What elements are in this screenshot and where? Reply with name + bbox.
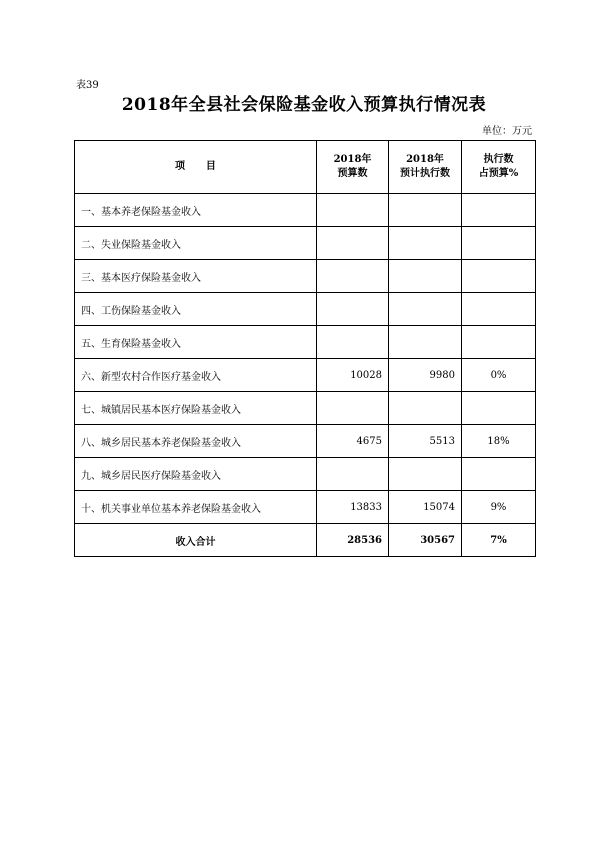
header-item: 项 目 (75, 141, 317, 194)
cell-exec (389, 326, 462, 359)
cell-exec (389, 392, 462, 425)
table-row (75, 359, 536, 392)
table-row (75, 260, 536, 293)
cell-budget (317, 260, 389, 293)
header-budget (317, 141, 389, 194)
cell-item: 九、城乡居民医疗保险基金收入 (75, 458, 317, 491)
cell-pct: 0% (462, 359, 536, 392)
unit-label: 单位：万元 (482, 126, 532, 137)
cell-item: 一、基本养老保险基金收入 (75, 194, 317, 227)
total-budget: 28536 (317, 524, 389, 557)
table-row (75, 227, 536, 260)
cell-pct (462, 293, 536, 326)
header-exec-line1: 2018年 (406, 154, 444, 165)
header-exec (389, 141, 462, 194)
cell-budget: 4675 (317, 425, 389, 458)
cell-budget (317, 458, 389, 491)
table-row (75, 293, 536, 326)
revenue-table (74, 140, 536, 557)
header-pct-line2: 占预算% (478, 168, 519, 179)
cell-exec: 9980 (389, 359, 462, 392)
cell-item: 二、失业保险基金收入 (75, 227, 317, 260)
cell-exec (389, 194, 462, 227)
page-title: 2018年全县社会保险基金收入预算执行情况表 (121, 95, 487, 115)
cell-budget (317, 227, 389, 260)
cell-item: 四、工伤保险基金收入 (75, 293, 317, 326)
header-pct (462, 141, 536, 194)
cell-item: 六、新型农村合作医疗基金收入 (75, 359, 317, 392)
cell-budget (317, 194, 389, 227)
cell-exec (389, 293, 462, 326)
cell-pct (462, 260, 536, 293)
cell-budget (317, 392, 389, 425)
cell-budget (317, 326, 389, 359)
cell-pct (462, 458, 536, 491)
table-row (75, 458, 536, 491)
cell-budget: 10028 (317, 359, 389, 392)
cell-pct (462, 194, 536, 227)
header-exec-line2: 预计执行数 (400, 168, 450, 179)
table-row (75, 392, 536, 425)
table-row (75, 491, 536, 524)
table-header-row (75, 141, 536, 194)
cell-item: 十、机关事业单位基本养老保险基金收入 (75, 491, 317, 524)
table-row (75, 326, 536, 359)
header-pct-line1: 执行数 (483, 154, 514, 165)
cell-exec: 15074 (389, 491, 462, 524)
total-row (75, 524, 536, 557)
cell-pct (462, 326, 536, 359)
cell-pct (462, 392, 536, 425)
total-label: 收入合计 (75, 524, 317, 557)
table-row (75, 194, 536, 227)
cell-budget (317, 293, 389, 326)
cell-budget: 13833 (317, 491, 389, 524)
total-pct: 7% (462, 524, 536, 557)
header-budget-line2: 预算数 (337, 168, 368, 179)
cell-pct: 9% (462, 491, 536, 524)
cell-item: 三、基本医疗保险基金收入 (75, 260, 317, 293)
cell-item: 八、城乡居民基本养老保险基金收入 (75, 425, 317, 458)
cell-pct: 18% (462, 425, 536, 458)
total-exec: 30567 (389, 524, 462, 557)
table-row (75, 425, 536, 458)
cell-pct (462, 227, 536, 260)
cell-item: 七、城镇居民基本医疗保险基金收入 (75, 392, 317, 425)
header-budget-line1: 2018年 (333, 154, 372, 165)
cell-exec (389, 227, 462, 260)
cell-exec: 5513 (389, 425, 462, 458)
cell-exec (389, 458, 462, 491)
table-number: 表39 (76, 80, 99, 91)
cell-exec (389, 260, 462, 293)
cell-item: 五、生育保险基金收入 (75, 326, 317, 359)
